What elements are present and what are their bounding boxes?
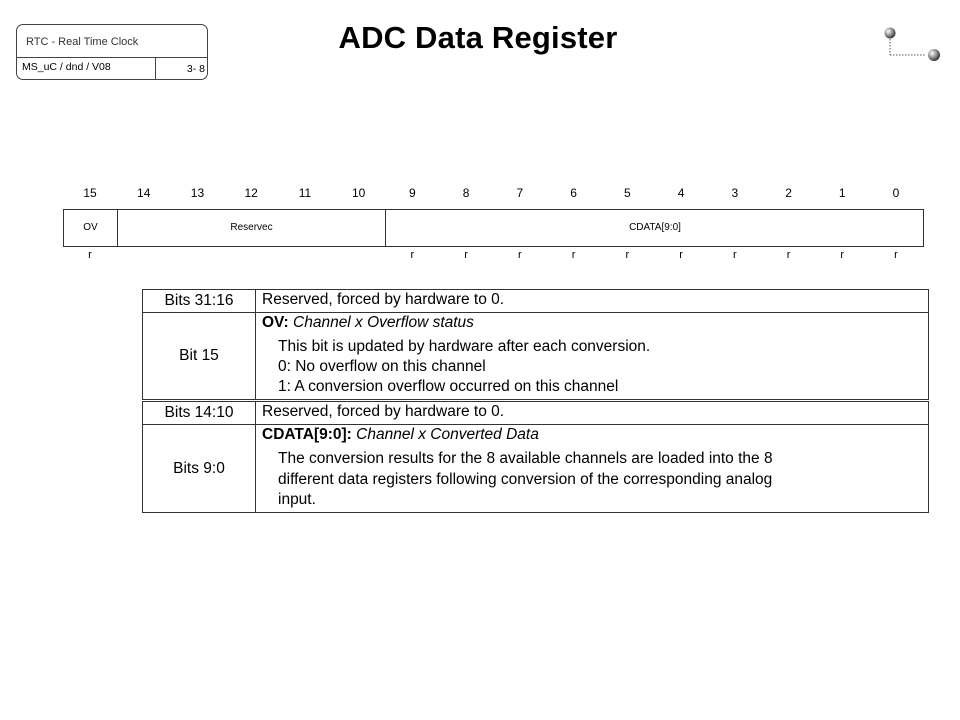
page-number: 3- 8 <box>186 63 205 75</box>
logo-icon <box>880 24 944 66</box>
bits-label: Bits 14:10 <box>143 401 256 425</box>
bits-label: Bits 31:16 <box>143 290 256 313</box>
course-title: RTC - Real Time Clock <box>17 25 207 58</box>
bit-number: 8 <box>462 186 470 200</box>
bit-number: 0 <box>892 186 900 200</box>
table-row <box>143 425 929 512</box>
bits-description <box>256 425 929 512</box>
bit-number: 10 <box>351 186 366 200</box>
access-type: r <box>840 249 845 261</box>
register-field: OV <box>64 210 118 246</box>
field-title: Channel x Converted Data <box>356 426 539 444</box>
bit-number: 14 <box>137 186 151 200</box>
table-row <box>143 313 929 401</box>
field-detail <box>262 337 922 397</box>
detail-line: 1: A conversion overflow occurred on this channel <box>278 378 619 396</box>
bits-description: Reserved, forced by hardware to 0. <box>256 401 929 425</box>
field-title: Channel x Overflow status <box>293 314 474 331</box>
access-type: r <box>464 249 468 261</box>
bit-number: 6 <box>570 186 577 200</box>
access-type: r <box>732 249 737 261</box>
bit-number: 11 <box>298 186 312 200</box>
bits-description <box>256 313 929 401</box>
table-row <box>143 401 929 425</box>
register-field: CDATA[9:0] <box>629 222 681 233</box>
bit-description-table <box>142 289 929 513</box>
access-type: r <box>625 249 630 261</box>
access-type: r <box>894 249 898 261</box>
field-name: CDATA[9:0]: <box>262 426 352 444</box>
detail-line: This bit is updated by hardware after each conversion. <box>278 338 651 355</box>
detail-line: 0: No overflow on this channel <box>278 358 486 376</box>
access-type: r <box>679 249 683 261</box>
access-type: r <box>88 249 92 261</box>
bit-number: 12 <box>244 186 258 200</box>
field-detail <box>262 449 922 509</box>
field-name: OV: <box>262 314 289 331</box>
page-title: ADC Data Register <box>338 20 618 55</box>
bits-label: Bits 9:0 <box>143 425 256 512</box>
bit-number: 1 <box>838 186 846 200</box>
bit-number: 7 <box>516 186 524 200</box>
bit-number: 13 <box>190 186 205 200</box>
detail-line: input. <box>278 490 316 508</box>
bits-description: Reserved, forced by hardware to 0. <box>256 290 929 313</box>
bit-number: 15 <box>83 186 97 200</box>
detail-line: The conversion results for the 8 available channels are loaded into the 8 <box>278 450 773 468</box>
register-field: Reservec <box>118 210 386 246</box>
access-type: r <box>571 249 576 261</box>
author-version: MS_uC / dnd / V08 <box>17 58 156 80</box>
access-type: r <box>410 249 415 261</box>
table-row <box>143 290 929 313</box>
bit-number: 9 <box>409 186 416 200</box>
bit-number: 3 <box>731 186 739 200</box>
bit-number: 4 <box>677 186 685 200</box>
bit-number: 2 <box>785 186 792 200</box>
register-diagram <box>63 209 924 247</box>
bits-label: Bit 15 <box>143 313 256 401</box>
bit-number: 5 <box>623 186 631 200</box>
access-type: r <box>786 249 791 261</box>
detail-line: different data registers following conversion of the corresponding analog <box>278 470 773 488</box>
access-type: r <box>518 249 522 261</box>
